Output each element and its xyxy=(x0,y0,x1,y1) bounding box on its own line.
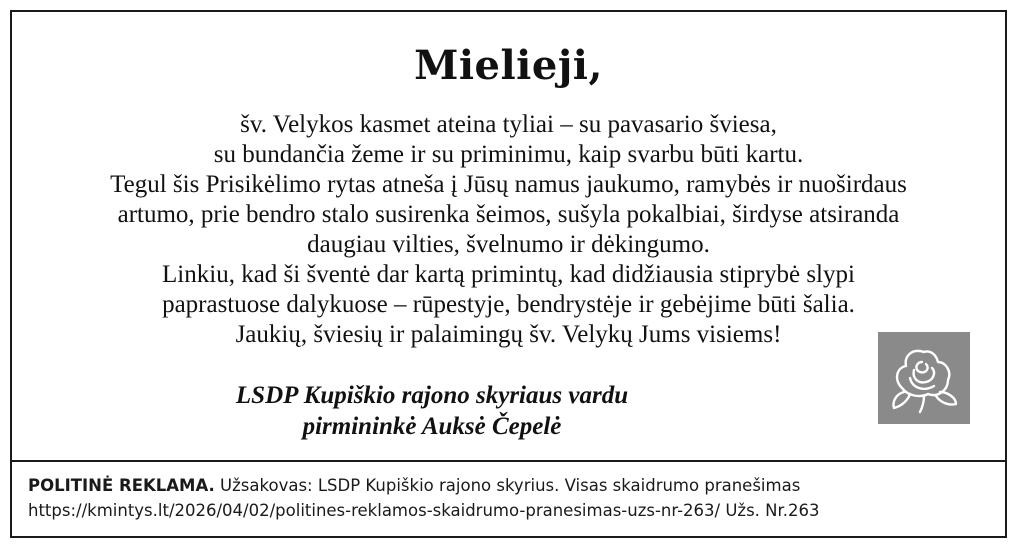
disclosure-label: POLITINĖ REKLAMA. xyxy=(28,476,215,495)
body-line: su bundančia žeme ir su priminimu, kaip svarbu būti kartu. xyxy=(213,141,804,168)
disclosure-url: https://kmintys.lt/2026/04/02/politines-reklamos-skaidrumo-pranesimas-uzs-nr-263/ Užs. Nr.263 xyxy=(28,501,820,520)
greeting-card xyxy=(12,12,1005,462)
disclosure-line xyxy=(28,473,993,498)
body-line: Jaukių, šviesių ir palaimingų šv. Velykų Jums visiems! xyxy=(235,321,782,348)
signature xyxy=(132,380,732,442)
disclosure-sponsor: Užsakovas: LSDP Kupiškio rajono skyrius. Visas skaidrumo pranešimas xyxy=(214,476,801,495)
political-ad-disclosure xyxy=(28,473,993,523)
body-line: paprastuose dalykuose – rūpestyje, bendrystėje ir gebėjime būti šalia. xyxy=(162,291,855,318)
signature-line: pirmininkė Auksė Čepelė xyxy=(302,413,562,440)
body-line: daugiau vilties, švelnumo ir dėkingumo. xyxy=(307,231,710,258)
rose-icon xyxy=(878,332,970,424)
body-line: Linkiu, kad ši šventė dar kartą primintų, kad didžiausia stiprybė slypi xyxy=(162,261,855,288)
footer-divider xyxy=(12,460,1005,462)
greeting-body xyxy=(32,110,985,350)
party-logo xyxy=(878,332,970,424)
body-line: Tegul šis Prisikėlimo rytas atneša į Jūsų namus jaukumo, ramybės ir nuoširdaus xyxy=(110,171,907,198)
advertisement-frame xyxy=(10,10,1007,538)
signature-line: LSDP Kupiškio rajono skyriaus vardu xyxy=(235,382,629,409)
greeting-heading: Mielieji, xyxy=(414,42,603,89)
body-line: artumo, prie bendro stalo susirenka šeimos, sušyla pokalbiai, širdyse atsiranda xyxy=(117,201,900,228)
body-line: šv. Velykos kasmet ateina tyliai – su pavasario šviesa, xyxy=(240,111,777,138)
